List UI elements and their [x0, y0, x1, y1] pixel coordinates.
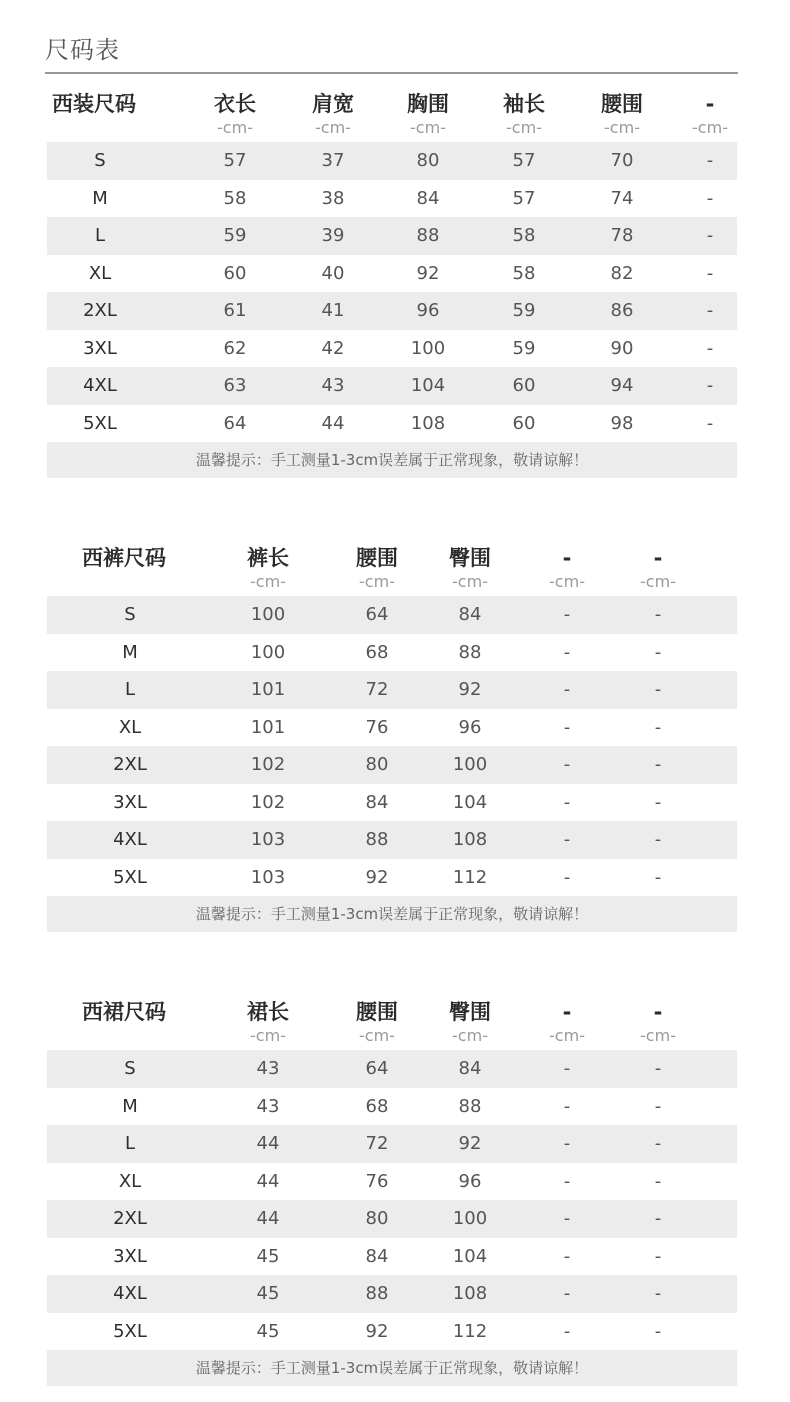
measurement-cell: 42: [321, 337, 345, 359]
measurement-cell: 70: [610, 150, 634, 171]
measurement-cell: 37: [321, 150, 345, 171]
column-header: [247, 998, 289, 1046]
column-header: [407, 90, 449, 138]
column-name: 臀围: [449, 546, 491, 570]
column-unit: -cm-: [692, 118, 728, 137]
column-name: -: [705, 92, 715, 116]
column-name: 腰围: [356, 1000, 398, 1024]
measurement-cell: 58: [223, 187, 247, 209]
measurement-cell: 101: [250, 716, 286, 738]
column-header: [549, 544, 585, 592]
measurement-cell: 100: [452, 754, 488, 775]
measurement-cell: -: [563, 754, 571, 775]
measurement-cell: 44: [256, 1133, 280, 1154]
table-row: [47, 292, 737, 330]
skirt-size-table: [47, 998, 737, 1386]
measurement-cell: 57: [223, 150, 247, 171]
measurement-cell: 112: [452, 1320, 488, 1342]
size-label: 2XL: [113, 754, 147, 775]
column-name: -: [653, 546, 663, 570]
size-label: M: [122, 1095, 138, 1117]
table-row: [47, 255, 737, 293]
measurement-cell: 43: [256, 1095, 280, 1117]
measurement-cell: -: [563, 1283, 571, 1304]
measurement-cell: 84: [416, 187, 440, 209]
size-label: L: [124, 1133, 136, 1154]
measurement-cell: 44: [256, 1208, 280, 1229]
measurement-cell: 92: [416, 262, 440, 284]
measurement-cell: -: [563, 1170, 571, 1192]
measurement-cell: 59: [512, 300, 536, 321]
measurement-cell: 80: [416, 150, 440, 171]
measurement-cell: 100: [250, 641, 286, 663]
column-name: -: [562, 546, 572, 570]
column-header: [503, 90, 545, 138]
size-label: 3XL: [113, 791, 147, 813]
size-label: L: [124, 679, 136, 700]
size-label: 4XL: [83, 375, 117, 396]
measurement-cell: 68: [365, 1095, 389, 1117]
measurement-cell: -: [563, 1245, 571, 1267]
column-unit: -cm-: [250, 1026, 286, 1045]
table-row: [47, 330, 737, 368]
measurement-cell: -: [654, 1245, 662, 1267]
size-label: S: [124, 604, 136, 625]
measurement-cell: 82: [610, 262, 634, 284]
measurement-cell: 74: [610, 187, 634, 209]
measurement-cell: -: [706, 412, 714, 434]
column-header: [601, 90, 643, 138]
table-row: [47, 142, 737, 180]
measurement-cell: -: [654, 716, 662, 738]
table-row: [47, 367, 737, 405]
measurement-cell: 104: [452, 1245, 488, 1267]
measurement-cell: -: [706, 187, 714, 209]
page-title: 尺码表: [45, 36, 120, 64]
measurement-cell: 72: [365, 1133, 389, 1154]
measurement-cell: -: [563, 604, 571, 625]
measurement-cell: -: [563, 829, 571, 850]
column-header: [640, 544, 676, 592]
size-label: 2XL: [113, 1208, 147, 1229]
measurement-cell: 41: [321, 300, 345, 321]
measurement-cell: 80: [365, 1208, 389, 1229]
measurement-cell: -: [654, 1133, 662, 1154]
column-header: [356, 544, 398, 592]
column-header: [449, 544, 491, 592]
measurement-cell: 78: [610, 225, 634, 246]
table-row: [47, 821, 737, 859]
measurement-cell: -: [654, 791, 662, 813]
table-row: [47, 1200, 737, 1238]
measurement-cell: 86: [610, 300, 634, 321]
measurement-cell: 88: [458, 641, 482, 663]
measurement-cell: 94: [610, 375, 634, 396]
column-unit: -cm-: [452, 572, 488, 591]
measurement-cell: 96: [416, 300, 440, 321]
measurement-cell: -: [654, 1283, 662, 1304]
measurement-cell: 112: [452, 866, 488, 888]
measurement-cell: -: [706, 300, 714, 321]
measurement-cell: 60: [223, 262, 247, 284]
column-unit: -cm-: [549, 572, 585, 591]
size-label: 2XL: [83, 300, 117, 321]
column-unit: -cm-: [640, 572, 676, 591]
measurement-cell: 88: [416, 225, 440, 246]
table-row: [47, 1050, 737, 1088]
measurement-cell: 61: [223, 300, 247, 321]
measurement-cell: -: [563, 716, 571, 738]
measurement-cell: 45: [256, 1283, 280, 1304]
measurement-cell: 92: [458, 679, 482, 700]
table-row: [47, 859, 737, 897]
table-row: [47, 180, 737, 218]
measurement-cell: -: [654, 866, 662, 888]
measurement-cell: 108: [410, 412, 446, 434]
measurement-cell: 88: [365, 1283, 389, 1304]
measurement-cell: 100: [410, 337, 446, 359]
column-unit: -cm-: [604, 118, 640, 137]
measurement-cell: 59: [223, 225, 247, 246]
measurement-note: 温馨提示：手工测量1-3cm误差属于正常现象，敬请谅解！: [47, 1350, 737, 1386]
column-unit: -cm-: [250, 572, 286, 591]
measurement-cell: -: [706, 225, 714, 246]
measurement-cell: 84: [458, 604, 482, 625]
size-label: 5XL: [113, 866, 147, 888]
measurement-cell: 68: [365, 641, 389, 663]
measurement-cell: -: [654, 641, 662, 663]
measurement-cell: -: [654, 754, 662, 775]
column-name: 臀围: [449, 1000, 491, 1024]
table-header: [47, 544, 737, 596]
measurement-cell: 102: [250, 791, 286, 813]
measurement-cell: 84: [365, 791, 389, 813]
table-row: [47, 634, 737, 672]
table-title: 西装尺码: [52, 92, 136, 116]
size-label: 5XL: [113, 1320, 147, 1342]
measurement-cell: -: [654, 829, 662, 850]
measurement-cell: -: [654, 604, 662, 625]
measurement-cell: 64: [223, 412, 247, 434]
column-unit: -cm-: [359, 1026, 395, 1045]
measurement-cell: 92: [365, 866, 389, 888]
measurement-cell: 108: [452, 829, 488, 850]
column-unit: -cm-: [549, 1026, 585, 1045]
size-label: XL: [118, 1170, 142, 1192]
measurement-cell: -: [563, 1320, 571, 1342]
measurement-cell: 76: [365, 1170, 389, 1192]
measurement-cell: 104: [452, 791, 488, 813]
size-label: XL: [88, 262, 112, 284]
measurement-cell: 100: [250, 604, 286, 625]
size-label: M: [122, 641, 138, 663]
size-label: S: [124, 1058, 136, 1079]
measurement-cell: 39: [321, 225, 345, 246]
measurement-cell: 76: [365, 716, 389, 738]
table-row: [47, 671, 737, 709]
table-title: 西裙尺码: [82, 1000, 166, 1024]
table-row: [47, 405, 737, 443]
measurement-cell: 44: [256, 1170, 280, 1192]
column-unit: -cm-: [640, 1026, 676, 1045]
column-unit: -cm-: [359, 572, 395, 591]
measurement-cell: 60: [512, 375, 536, 396]
column-name: 裤长: [247, 546, 289, 570]
table-row: [47, 1275, 737, 1313]
measurement-cell: 43: [321, 375, 345, 396]
measurement-cell: 57: [512, 150, 536, 171]
measurement-cell: 58: [512, 262, 536, 284]
table-row: [47, 1313, 737, 1351]
column-name: 裙长: [247, 1000, 289, 1024]
measurement-cell: -: [563, 1208, 571, 1229]
measurement-cell: 96: [458, 1170, 482, 1192]
measurement-cell: -: [654, 679, 662, 700]
measurement-cell: -: [654, 1095, 662, 1117]
measurement-cell: 63: [223, 375, 247, 396]
measurement-note: 温馨提示：手工测量1-3cm误差属于正常现象，敬请谅解！: [47, 896, 737, 932]
measurement-cell: 62: [223, 337, 247, 359]
measurement-cell: 100: [452, 1208, 488, 1229]
size-label: 5XL: [83, 412, 117, 434]
table-row: [47, 596, 737, 634]
column-unit: -cm-: [410, 118, 446, 137]
table-title: 西裤尺码: [82, 546, 166, 570]
measurement-cell: -: [563, 679, 571, 700]
measurement-cell: 45: [256, 1320, 280, 1342]
table-row: [47, 784, 737, 822]
measurement-cell: 84: [365, 1245, 389, 1267]
measurement-cell: 40: [321, 262, 345, 284]
column-header: [549, 998, 585, 1046]
measurement-cell: 60: [512, 412, 536, 434]
size-label: 3XL: [83, 337, 117, 359]
column-name: -: [562, 1000, 572, 1024]
column-header: [449, 998, 491, 1046]
table-header: [47, 90, 737, 142]
column-header: [356, 998, 398, 1046]
measurement-cell: 80: [365, 754, 389, 775]
suit-size-table: [47, 90, 737, 478]
measurement-cell: 92: [365, 1320, 389, 1342]
measurement-cell: 64: [365, 604, 389, 625]
measurement-cell: -: [654, 1058, 662, 1079]
size-label: XL: [118, 716, 142, 738]
measurement-cell: 38: [321, 187, 345, 209]
measurement-cell: 103: [250, 866, 286, 888]
measurement-cell: 98: [610, 412, 634, 434]
measurement-cell: 72: [365, 679, 389, 700]
column-header: [692, 90, 728, 138]
measurement-cell: 102: [250, 754, 286, 775]
size-label: S: [94, 150, 106, 171]
measurement-cell: -: [563, 641, 571, 663]
size-label: L: [94, 225, 106, 246]
column-name: 衣长: [214, 92, 256, 116]
column-unit: -cm-: [217, 118, 253, 137]
measurement-cell: 90: [610, 337, 634, 359]
measurement-cell: 101: [250, 679, 286, 700]
column-unit: -cm-: [315, 118, 351, 137]
measurement-cell: -: [563, 1133, 571, 1154]
table-header: [47, 998, 737, 1050]
measurement-cell: -: [706, 375, 714, 396]
measurement-cell: 57: [512, 187, 536, 209]
measurement-cell: -: [654, 1208, 662, 1229]
measurement-cell: -: [654, 1320, 662, 1342]
column-header: [312, 90, 354, 138]
measurement-cell: 44: [321, 412, 345, 434]
measurement-cell: -: [706, 150, 714, 171]
column-unit: -cm-: [506, 118, 542, 137]
column-name: 袖长: [503, 92, 545, 116]
measurement-cell: 43: [256, 1058, 280, 1079]
column-name: 腰围: [356, 546, 398, 570]
measurement-cell: -: [706, 262, 714, 284]
measurement-cell: 92: [458, 1133, 482, 1154]
size-label: M: [92, 187, 108, 209]
measurement-cell: 104: [410, 375, 446, 396]
column-name: 胸围: [407, 92, 449, 116]
measurement-cell: 103: [250, 829, 286, 850]
size-label: 4XL: [113, 829, 147, 850]
table-row: [47, 1088, 737, 1126]
measurement-cell: -: [563, 1058, 571, 1079]
column-name: 腰围: [601, 92, 643, 116]
measurement-cell: 96: [458, 716, 482, 738]
size-label: 4XL: [113, 1283, 147, 1304]
measurement-cell: 84: [458, 1058, 482, 1079]
column-unit: -cm-: [452, 1026, 488, 1045]
measurement-cell: -: [654, 1170, 662, 1192]
measurement-cell: -: [563, 791, 571, 813]
trousers-size-table: [47, 544, 737, 932]
size-label: 3XL: [113, 1245, 147, 1267]
column-name: -: [653, 1000, 663, 1024]
title-divider: [45, 72, 738, 74]
table-row: [47, 1125, 737, 1163]
measurement-cell: 64: [365, 1058, 389, 1079]
table-row: [47, 746, 737, 784]
measurement-cell: 88: [365, 829, 389, 850]
table-row: [47, 1238, 737, 1276]
table-row: [47, 1163, 737, 1201]
column-header: [214, 90, 256, 138]
measurement-cell: 45: [256, 1245, 280, 1267]
measurement-cell: 88: [458, 1095, 482, 1117]
measurement-cell: 108: [452, 1283, 488, 1304]
measurement-cell: 59: [512, 337, 536, 359]
measurement-cell: -: [563, 1095, 571, 1117]
measurement-cell: -: [706, 337, 714, 359]
table-row: [47, 217, 737, 255]
column-header: [247, 544, 289, 592]
measurement-note: 温馨提示：手工测量1-3cm误差属于正常现象，敬请谅解！: [47, 442, 737, 478]
measurement-cell: 58: [512, 225, 536, 246]
column-name: 肩宽: [312, 92, 354, 116]
measurement-cell: -: [563, 866, 571, 888]
column-header: [640, 998, 676, 1046]
table-row: [47, 709, 737, 747]
